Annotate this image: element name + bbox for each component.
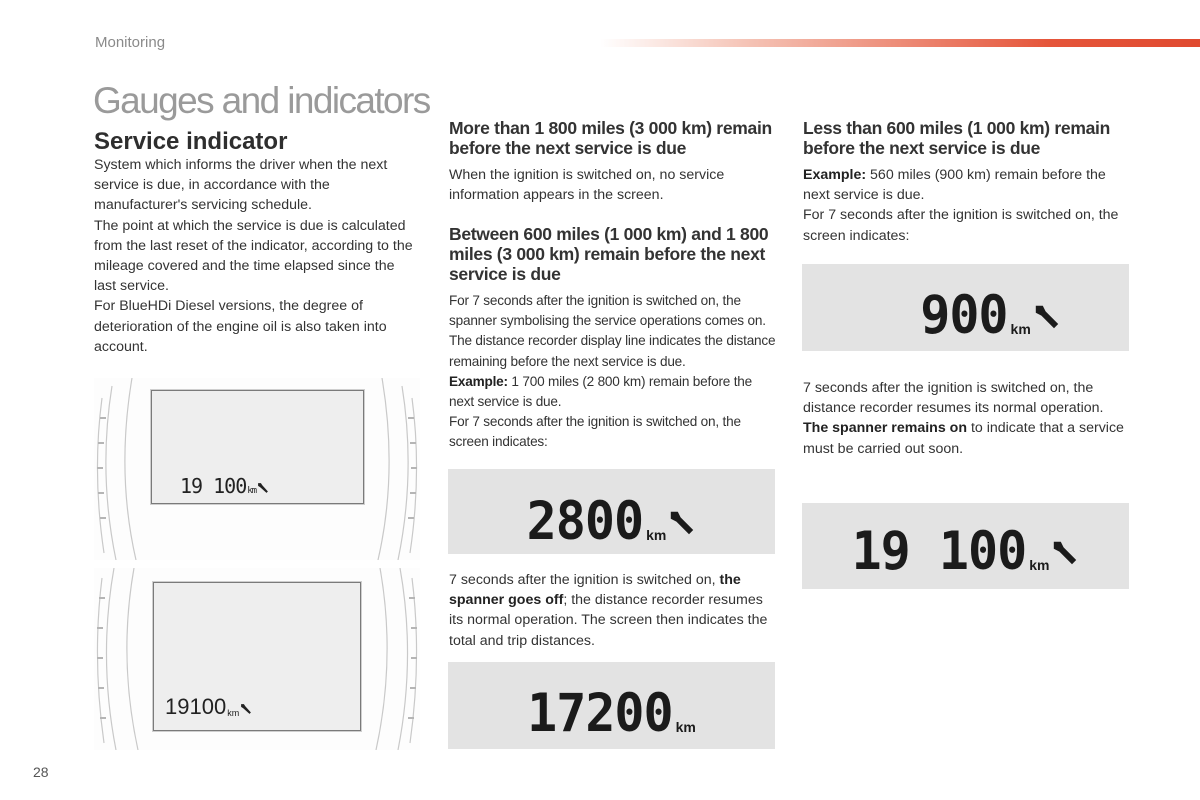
example-text: 1 700 miles (2 800 km) remain before the next service is due. bbox=[449, 373, 753, 410]
paragraph: For BlueHDi Diesel versions, the degree of deterioration of the engine oil is also taken into account. bbox=[94, 298, 387, 355]
cluster-distance-unit: km bbox=[227, 708, 240, 718]
section-label: Monitoring bbox=[95, 34, 166, 51]
display-value: 17200 bbox=[527, 682, 673, 743]
page-number: 28 bbox=[33, 764, 49, 780]
paragraph: System which informs the driver when the next service is due, in accordance with the manufacturer's servicing schedule. bbox=[94, 157, 388, 214]
display-panel bbox=[802, 503, 1129, 589]
section-heading: Service indicator bbox=[94, 128, 288, 155]
emphasis: the spanner goes off bbox=[449, 572, 741, 609]
odometer-display bbox=[851, 520, 1080, 582]
more-than-text: When the ignition is switched on, no service information appears in the screen. bbox=[449, 167, 725, 204]
spanner-icon bbox=[256, 481, 270, 495]
example-label: Example: bbox=[449, 373, 508, 389]
less-than-text bbox=[803, 165, 1133, 246]
paragraph: The point at which the service is due is calculated from the last reset of the indicator, according to the mileage covered and the time elapsed since the last service. bbox=[94, 217, 413, 295]
example-label: Example: bbox=[803, 167, 867, 183]
cluster-distance-display bbox=[180, 474, 270, 498]
instrument-cluster-image bbox=[94, 378, 420, 560]
cluster-distance-display bbox=[165, 694, 253, 720]
display-value: 2800 bbox=[526, 490, 644, 551]
instrument-cluster-image bbox=[94, 568, 420, 750]
between-heading: Between 600 miles (1 000 km) and 1 800 miles (3 000 km) remain before the next service is due bbox=[449, 224, 769, 284]
between-text bbox=[449, 291, 779, 453]
text-run: to indicate that a service must be carried out soon. bbox=[803, 420, 1124, 457]
text-run: ; the distance recorder resumes its normal operation. The screen then indicates the total and trip distances. bbox=[449, 592, 768, 649]
service-indicator-text bbox=[94, 155, 419, 357]
emphasis: The spanner remains on bbox=[803, 420, 967, 437]
spanner-icon bbox=[1051, 538, 1079, 568]
odometer-display bbox=[920, 284, 1061, 345]
display-value: 900 bbox=[920, 284, 1008, 345]
less-than-after-text bbox=[803, 378, 1128, 459]
example-paragraph bbox=[803, 165, 1133, 205]
cluster-distance-value: 19 100 bbox=[180, 474, 247, 498]
odometer-display bbox=[526, 490, 697, 551]
cluster-distance-value: 19100 bbox=[165, 694, 227, 719]
display-unit: km bbox=[1029, 557, 1050, 573]
spanner-icon bbox=[668, 508, 696, 538]
display-panel bbox=[448, 469, 775, 554]
display-unit: km bbox=[1010, 320, 1031, 337]
between-after-text bbox=[449, 570, 779, 651]
display-panel bbox=[802, 264, 1129, 351]
display-unit: km bbox=[675, 718, 696, 735]
less-than-heading: Less than 600 miles (1 000 km) remain before the next service is due bbox=[803, 118, 1110, 158]
display-unit: km bbox=[646, 526, 667, 543]
text-run: 7 seconds after the ignition is switched on, bbox=[449, 572, 720, 588]
spanner-icon bbox=[1033, 302, 1061, 332]
header-accent-bar bbox=[600, 39, 1200, 47]
paragraph: For 7 seconds after the ignition is switched on, the screen indicates: bbox=[803, 207, 1119, 244]
page-title: Gauges and indicators bbox=[93, 80, 430, 121]
paragraph: For 7 seconds after the ignition is switched on, the spanner symbolising the service operations comes on. The distance recorder display line indicates the distance remaining before the next service is due. bbox=[449, 293, 776, 369]
display-panel bbox=[448, 662, 775, 749]
example-text: 560 miles (900 km) remain before the next service is due. bbox=[803, 167, 1106, 204]
paragraph: For 7 seconds after the ignition is switched on, the screen indicates: bbox=[449, 414, 741, 450]
example-paragraph bbox=[449, 372, 779, 412]
display-value: 19 100 bbox=[851, 520, 1027, 582]
more-than-heading: More than 1 800 miles (3 000 km) remain before the next service is due bbox=[449, 118, 772, 158]
text-run: 7 seconds after the ignition is switched on, the distance recorder resumes its normal operation. bbox=[803, 380, 1104, 417]
odometer-display bbox=[527, 682, 696, 743]
spanner-icon bbox=[239, 702, 253, 716]
cluster-distance-unit: km bbox=[247, 486, 257, 496]
